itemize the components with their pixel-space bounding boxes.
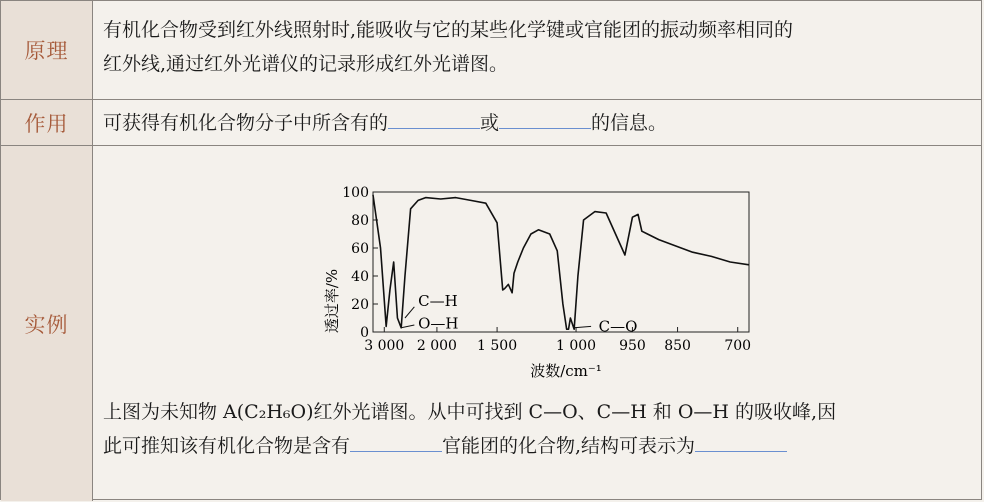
x-tick-label: 2 000 <box>416 338 457 354</box>
x-tick-label: 1 500 <box>477 338 518 354</box>
y-tick-label: 100 <box>342 186 369 201</box>
example-row <box>1 146 981 501</box>
function-text-before: 可获得有机化合物分子中所含有的 <box>103 112 389 134</box>
answer-blank-2[interactable] <box>499 108 591 129</box>
x-tick-label: 700 <box>724 338 752 354</box>
plot-frame <box>373 192 749 332</box>
principle-row <box>1 1 981 100</box>
x-tick-label: 950 <box>619 338 646 354</box>
example-line-2-mid: 官能团的化合物,结构可表示为 <box>442 435 696 457</box>
x-tick-label: 3 000 <box>364 338 405 354</box>
principle-label: 原理 <box>1 1 93 99</box>
x-tick-label: 850 <box>664 338 691 354</box>
annotation-leader <box>574 326 591 327</box>
y-axis-label: 透过率/% <box>323 268 341 334</box>
annotation-leader <box>401 325 414 328</box>
principle-text <box>103 13 971 81</box>
example-line-2-before: 此可推知该有机化合物是含有 <box>103 435 351 457</box>
example-line-2 <box>103 429 971 463</box>
function-row <box>1 100 981 146</box>
annotation-label: C—O <box>598 317 638 336</box>
example-label: 实例 <box>1 146 93 501</box>
annotation-label: C—H <box>418 292 458 311</box>
x-tick-label: 1 000 <box>555 338 597 354</box>
function-text-after: 的信息。 <box>591 112 668 134</box>
ir-spectrum-chart <box>321 186 761 386</box>
function-label: 作用 <box>1 100 93 145</box>
y-tick-label: 40 <box>351 269 369 285</box>
function-text-mid: 或 <box>480 112 500 134</box>
ir-spectrum-svg <box>321 186 761 386</box>
y-tick-label: 20 <box>351 297 369 313</box>
principle-line-1: 有机化合物受到红外线照射时,能吸收与它的某些化学键或官能团的振动频率相同的 <box>103 19 794 41</box>
answer-blank-4[interactable] <box>695 431 787 452</box>
example-line-1: 上图为未知物 A(C₂H₆O)红外光谱图。从中可找到 C—O、C—H 和 O—H 的吸收峰,因 <box>103 401 837 423</box>
example-text <box>103 395 971 463</box>
principle-line-2: 红外线,通过红外光谱仪的记录形成红外光谱图。 <box>103 53 509 75</box>
annotation-label: O—H <box>418 314 459 333</box>
y-tick-label: 80 <box>351 213 369 229</box>
y-tick-label: 0 <box>360 325 369 341</box>
answer-blank-1[interactable] <box>388 108 480 129</box>
x-axis-label: 波数/cm⁻¹ <box>530 362 602 380</box>
answer-blank-3[interactable] <box>350 431 442 452</box>
y-tick-label: 60 <box>351 241 369 257</box>
annotation-leader <box>405 307 414 318</box>
function-text <box>103 106 971 140</box>
